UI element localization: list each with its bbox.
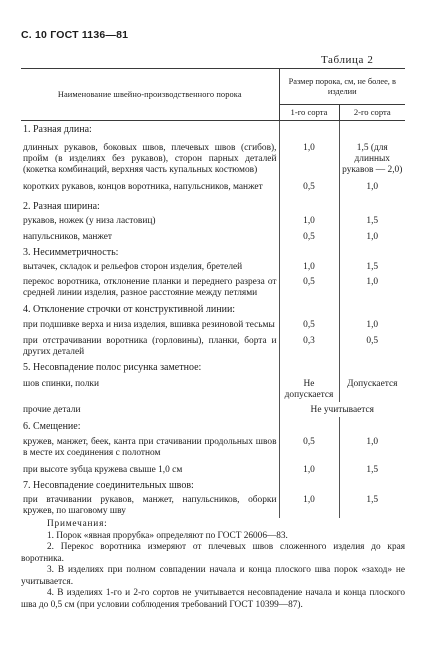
empty-cell <box>339 194 405 213</box>
note-item: 2. Перекос воротника измеряют от плечевых швов сложенного изделия до края воротника. <box>21 542 405 564</box>
grade2-value: 1,5 <box>366 465 379 475</box>
empty-cell <box>279 477 339 492</box>
section-title: 5. Несовпадение полос рисунка заметное: <box>21 359 279 374</box>
grade1-value: 0,5 <box>279 274 339 300</box>
table-row <box>21 460 405 477</box>
grade1-value: 0,5 <box>279 316 339 332</box>
table-row <box>21 213 405 228</box>
grade2-value: 1,0 <box>366 232 379 242</box>
page-header: С. 10 ГОСТ 1136—81 <box>21 29 129 41</box>
grade2-value: 1,0 <box>366 320 379 330</box>
table-row <box>21 433 405 460</box>
defect-name: коротких рукавов, концов воротника, напульсников, манжет <box>21 177 279 194</box>
table-row <box>21 492 405 518</box>
grade2-value: 1,0 <box>366 277 379 287</box>
grade2-value: 1,5 <box>366 495 379 505</box>
table-row <box>21 477 405 492</box>
notes-list <box>21 531 405 612</box>
empty-cell <box>279 121 339 137</box>
grade2-value: 1,0 <box>366 182 379 192</box>
table-row <box>21 300 405 316</box>
column-header-size: Размер порока, см, не более, в изделии <box>279 69 405 105</box>
grade1-value: 1,0 <box>279 492 339 518</box>
notes-block <box>21 519 405 611</box>
table-row <box>21 121 405 137</box>
empty-cell <box>339 477 405 492</box>
defect-name: длинных рукавов, боковых швов, плечевых швов (сгибов), пройм (в изделиях без рукавов), сторон парных деталей (кокетка комбинаций, верхняя часть купальных костюмов) <box>21 136 279 177</box>
note-item: 4. В изделиях 1-го и 2-го сортов не учитывается несовпадение начала и конца плоского шва до 0,5 см (при условии соблюдения требований ГОСТ 10399—87). <box>21 588 405 610</box>
empty-cell <box>339 121 405 137</box>
defect-name: при отстрачивании воротника (горловины), планки, борта и других деталей <box>21 332 279 359</box>
table-row <box>21 259 405 274</box>
defect-name: при высоте зубца кружева свыше 1,0 см <box>21 460 279 477</box>
defects-table <box>21 68 405 518</box>
column-header-grade2: 2-го сорта <box>339 105 405 121</box>
table-row <box>21 194 405 213</box>
empty-cell <box>339 244 405 259</box>
section-title: 4. Отклонение строчки от конструктивной линии: <box>21 300 279 316</box>
grade1-value: 1,0 <box>279 136 339 177</box>
empty-cell <box>279 300 339 316</box>
table-row <box>21 359 405 374</box>
table-title: Таблица 2 <box>321 54 374 66</box>
grade2-value: 0,5 <box>366 336 379 346</box>
grade2-value: Допускается <box>347 379 398 389</box>
table-row <box>21 244 405 259</box>
note-item: 1. Порок «явная прорубка» определяют по ГОСТ 26006—83. <box>47 530 288 541</box>
table-row <box>21 177 405 194</box>
section-title: 1. Разная длина: <box>21 121 279 137</box>
grade2-value: 1,0 <box>366 437 379 447</box>
table-row <box>21 274 405 300</box>
grade1-value: 0,3 <box>279 332 339 359</box>
section-title: 2. Разная ширина: <box>21 194 279 213</box>
section-title: 6. Смещение: <box>21 417 279 433</box>
empty-cell <box>339 417 405 433</box>
table-row <box>21 316 405 332</box>
defect-name: при втачивании рукавов, манжет, напульсников, оборки кружев, по шаговому шву <box>21 492 279 518</box>
grade1-value: 0,5 <box>279 228 339 244</box>
column-header-name: Наименование швейно-производственного порока <box>21 69 279 121</box>
table-row <box>21 136 405 177</box>
table-row <box>21 417 405 433</box>
empty-cell <box>279 417 339 433</box>
grade2-value: 1,5 <box>366 216 379 226</box>
table-row <box>21 402 405 417</box>
empty-cell <box>279 194 339 213</box>
defect-name: кружев, манжет, беек, канта при стачивании продольных швов в месте их соединения с полотном <box>21 433 279 460</box>
note-item: 3. В изделиях при полном совпадении начала и конца плоского шва порок «заход» не учитывается. <box>21 565 405 587</box>
defect-name: прочие детали <box>21 402 279 417</box>
table-body <box>21 121 405 519</box>
table-row <box>21 374 405 402</box>
grade1-value: 0,5 <box>279 433 339 460</box>
defect-name: вытачек, складок и рельефов сторон изделия, бретелей <box>21 259 279 274</box>
empty-cell <box>339 359 405 374</box>
grade1-value: Не допускается <box>279 374 339 402</box>
section-title: 3. Несимметричность: <box>21 244 279 259</box>
grade1-value: 0,5 <box>279 177 339 194</box>
grade2-value: 1,5 <box>366 262 379 272</box>
grade1-value: 1,0 <box>279 259 339 274</box>
table-row <box>21 332 405 359</box>
defect-name: при подшивке верха и низа изделия, вшивка резиновой тесьмы <box>21 316 279 332</box>
empty-cell <box>339 300 405 316</box>
table-row <box>21 228 405 244</box>
empty-cell <box>279 359 339 374</box>
notes-heading: Примечания: <box>47 519 108 529</box>
grade2-value: 1,5 (для длинных рукавов — 2,0) <box>342 143 403 175</box>
grade1-value: 1,0 <box>279 460 339 477</box>
merged-value: Не учитывается <box>310 405 374 415</box>
section-title: 7. Несовпадение соединительных швов: <box>21 477 279 492</box>
empty-cell <box>279 244 339 259</box>
defect-name: шов спинки, полки <box>21 374 279 402</box>
defect-name: напульсников, манжет <box>21 228 279 244</box>
grade1-value: 1,0 <box>279 213 339 228</box>
defect-name: перекос воротника, отклонение планки и переднего разреза от средней линии изделия, разное расстояние между петлями <box>21 274 279 300</box>
defect-name: рукавов, ножек (у низа ластовиц) <box>21 213 279 228</box>
column-header-grade1: 1-го сорта <box>279 105 339 121</box>
